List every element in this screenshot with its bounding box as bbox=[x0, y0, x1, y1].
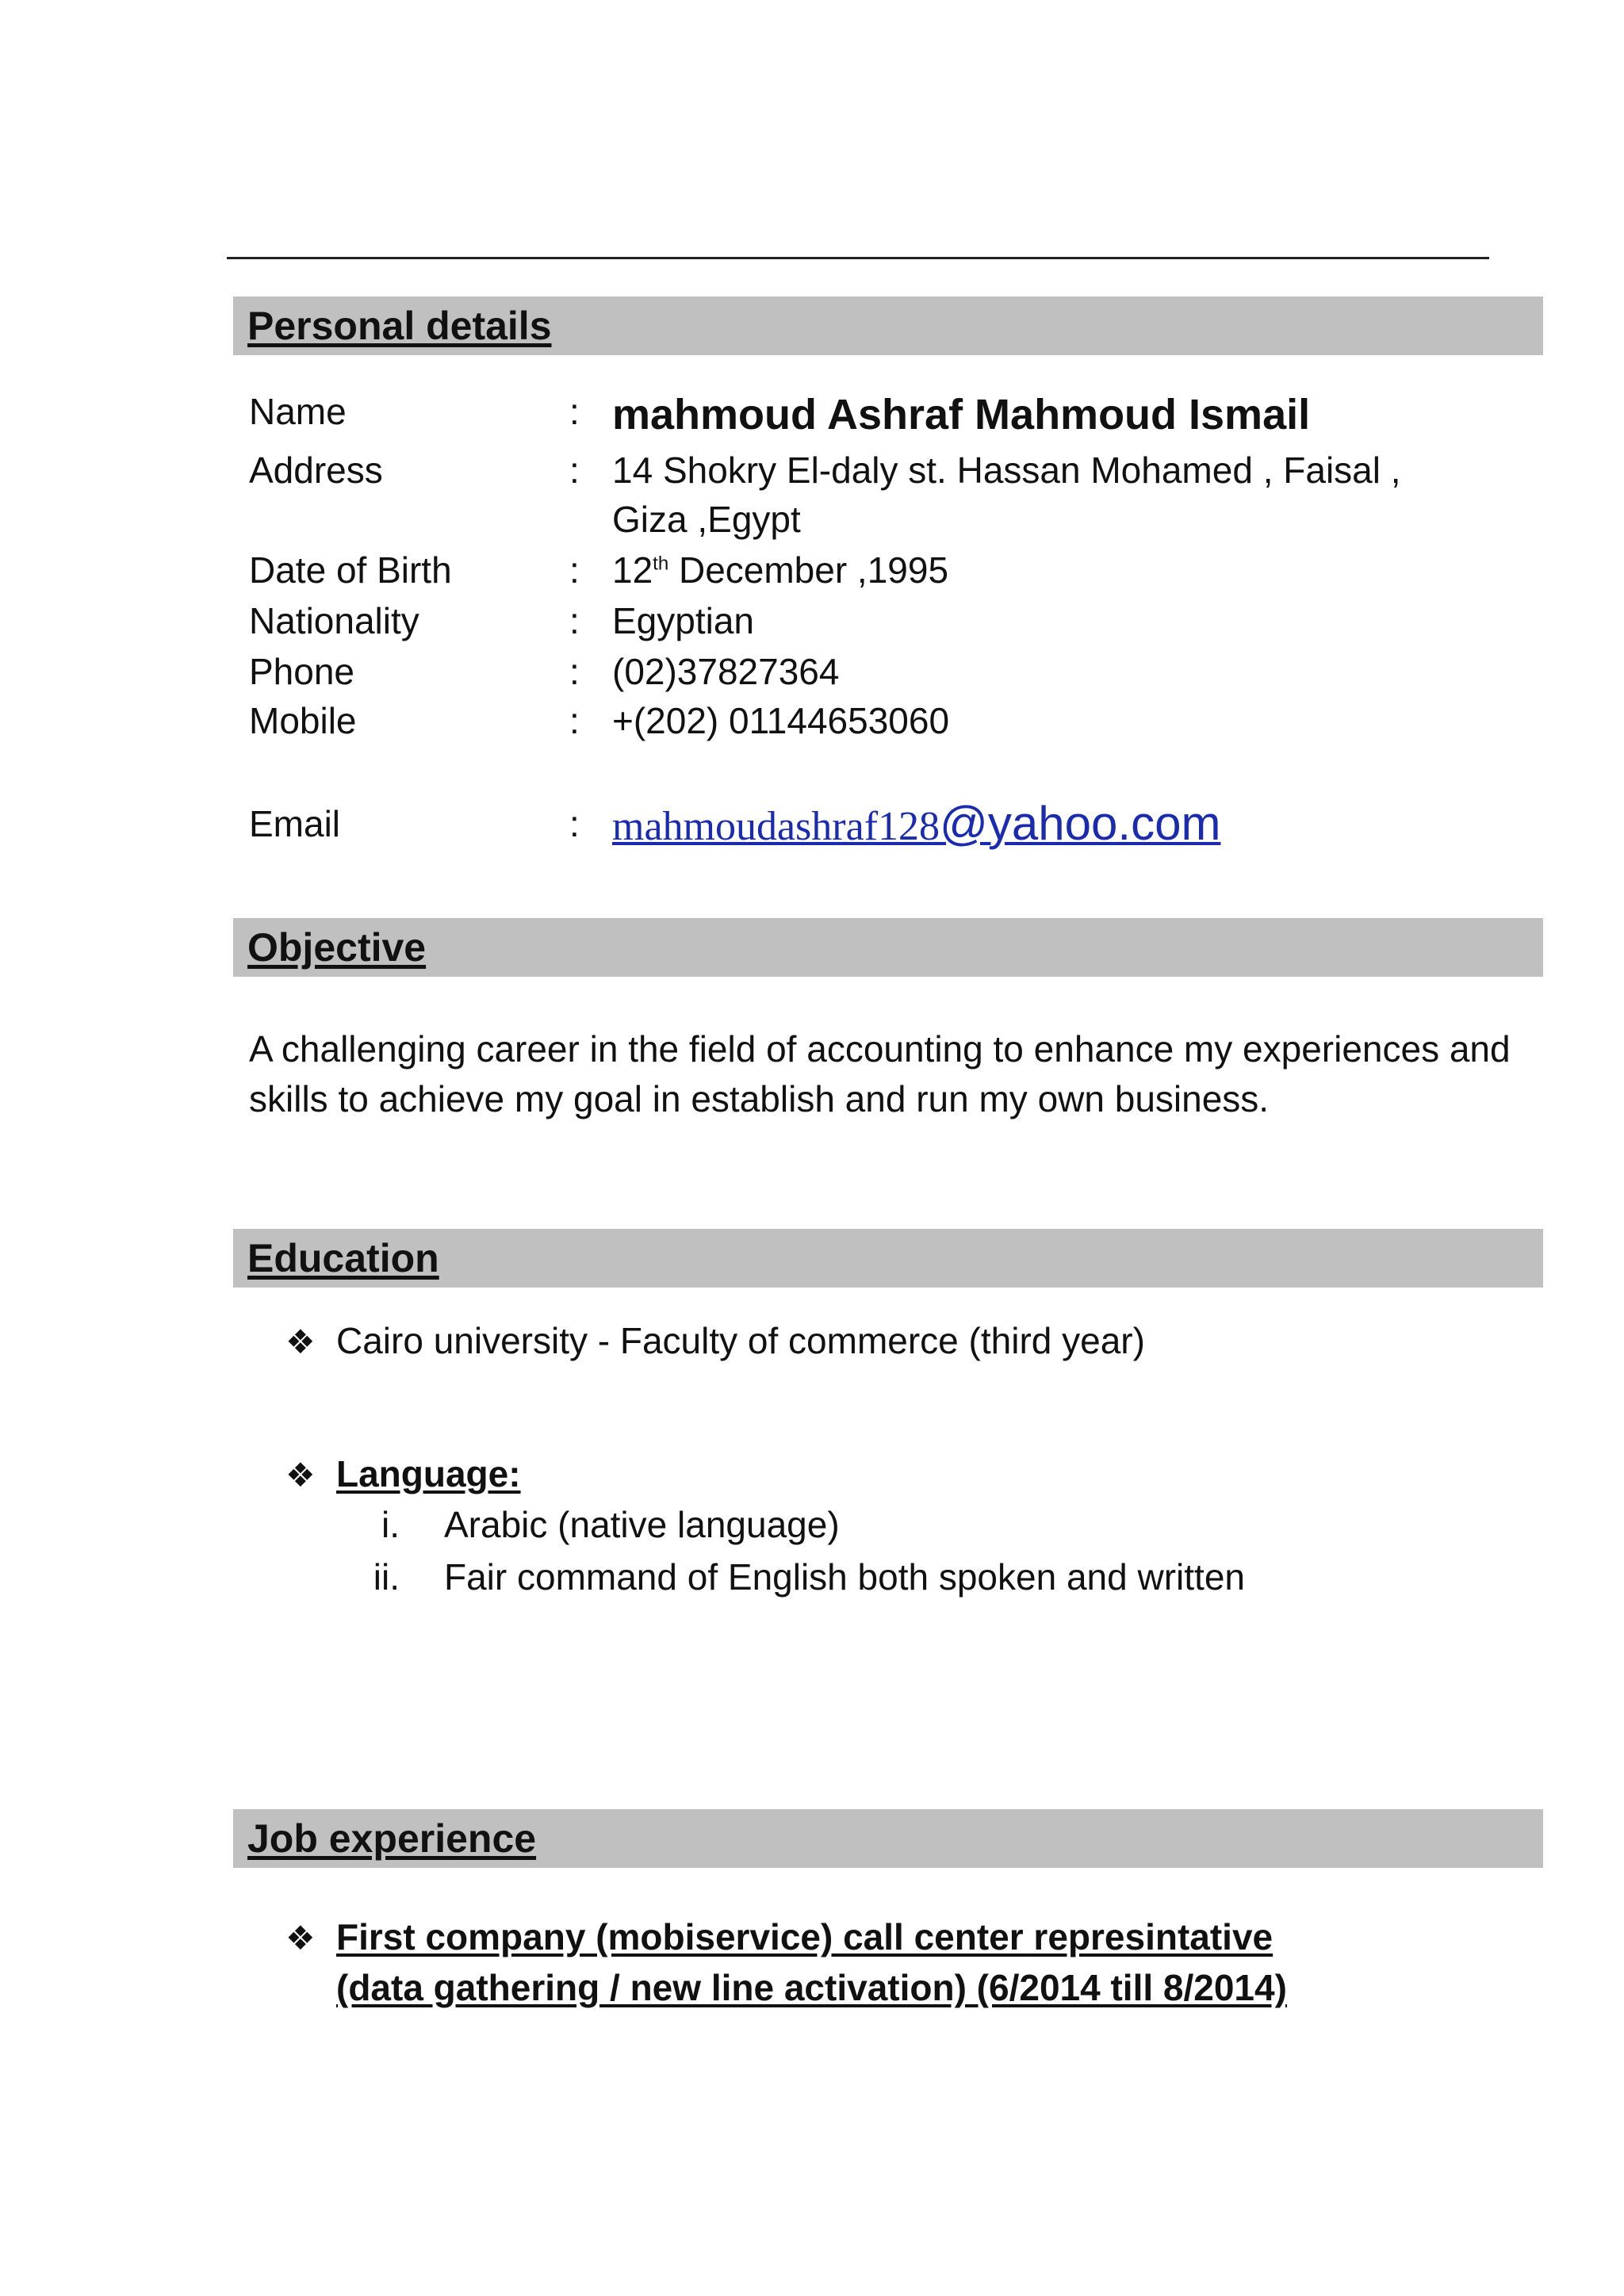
language-heading: Language: bbox=[336, 1453, 521, 1494]
email-label: Email bbox=[249, 803, 341, 844]
section-header-education bbox=[233, 1229, 1543, 1288]
bullet-icon: ❖ bbox=[285, 1456, 316, 1494]
phone-separator: : bbox=[569, 651, 580, 692]
language-item: Arabic (native language) bbox=[444, 1504, 840, 1545]
section-title-objective: Objective bbox=[247, 925, 427, 970]
language-number: i. bbox=[381, 1504, 400, 1545]
name-value: mahmoud Ashraf Mahmoud Ismail bbox=[612, 391, 1311, 438]
dob-day: 12 bbox=[612, 549, 653, 591]
dob-value bbox=[612, 549, 948, 591]
mobile-value: +(202) 01144653060 bbox=[612, 700, 950, 741]
dob-suffix: th bbox=[653, 553, 669, 575]
name-separator: : bbox=[569, 391, 580, 432]
phone-label: Phone bbox=[249, 651, 355, 692]
email-domain: @yahoo.com bbox=[940, 797, 1221, 850]
address-line-1: 14 Shokry El-daly st. Hassan Mohamed , Faisal , bbox=[612, 450, 1401, 491]
email-value[interactable] bbox=[612, 796, 1220, 851]
section-header-personal bbox=[233, 297, 1543, 355]
job-line-2: (data gathering / new line activation) (6/2014 till 8/2014) bbox=[336, 1967, 1287, 2008]
bullet-icon: ❖ bbox=[285, 1323, 316, 1360]
section-title-personal: Personal details bbox=[247, 304, 552, 348]
education-item: Cairo university - Faculty of commerce (third year) bbox=[336, 1320, 1145, 1361]
email-user: mahmoudashraf128 bbox=[612, 804, 940, 849]
email-link[interactable] bbox=[612, 797, 1221, 850]
section-title-job: Job experience bbox=[247, 1816, 537, 1861]
section-header-objective bbox=[233, 918, 1543, 977]
job-line-1: First company (mobiservice) call center represintative bbox=[336, 1916, 1274, 1957]
objective-text: A challenging career in the field of accounting to enhance my experiences and skills to achieve my goal in establish and run my own business. bbox=[249, 1028, 1511, 1119]
top-rule bbox=[227, 257, 1489, 259]
name-label: Name bbox=[249, 391, 347, 432]
language-number: ii. bbox=[373, 1556, 400, 1598]
address-separator: : bbox=[569, 450, 580, 491]
dob-label: Date of Birth bbox=[249, 549, 452, 591]
bullet-icon: ❖ bbox=[285, 1919, 316, 1957]
email-separator: : bbox=[569, 803, 580, 844]
nationality-separator: : bbox=[569, 600, 580, 641]
nationality-value: Egyptian bbox=[612, 600, 755, 641]
phone-value: (02)37827364 bbox=[612, 651, 840, 692]
address-label: Address bbox=[249, 450, 383, 491]
section-title-education: Education bbox=[247, 1236, 439, 1280]
dob-rest: December ,1995 bbox=[668, 549, 949, 591]
address-line-2: Giza ,Egypt bbox=[612, 499, 801, 540]
dob-separator: : bbox=[569, 549, 580, 591]
mobile-label: Mobile bbox=[249, 700, 357, 741]
language-item: Fair command of English both spoken and written bbox=[444, 1556, 1245, 1598]
mobile-separator: : bbox=[569, 700, 580, 741]
nationality-label: Nationality bbox=[249, 600, 419, 641]
section-header-job bbox=[233, 1809, 1543, 1868]
